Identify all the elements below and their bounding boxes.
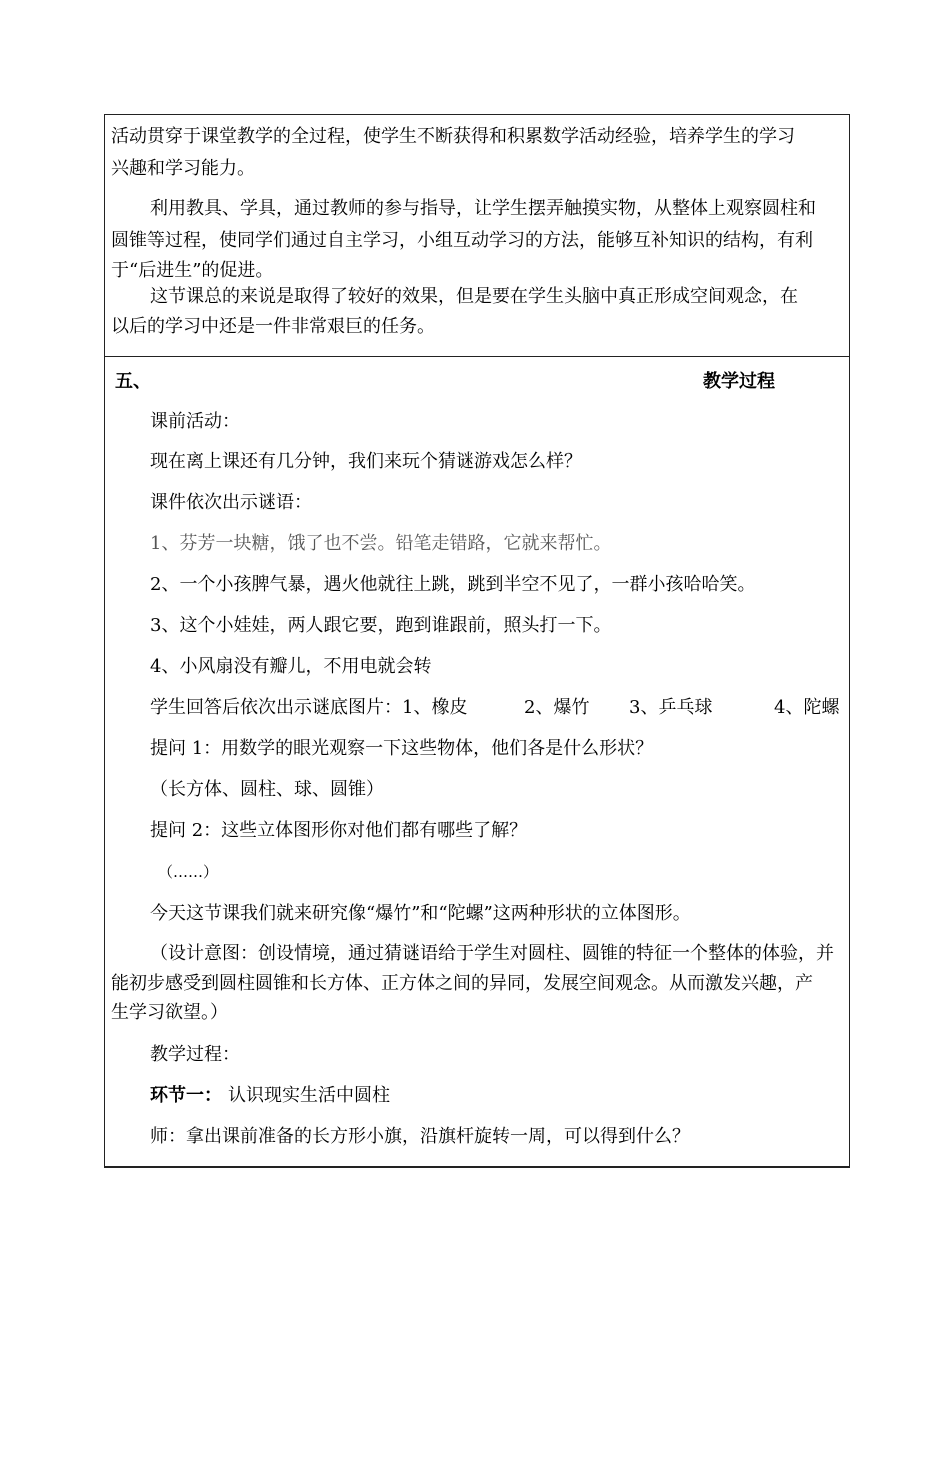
process-label: 教学过程： [150,1044,240,1065]
table-bottom-line [104,1166,850,1167]
riddle-3: 3、这个小娃娃，两人跟它要，跑到谁跟前，照头打一下。 [150,615,612,636]
reflection-line-2: 兴趣和学习能力。 [111,158,255,179]
link1-label: 环节一： [150,1085,222,1106]
riddle-4: 4、小风扇没有瓣儿，不用电就会转 [150,656,432,677]
answers-intro: 学生回答后依次出示谜底图片：1、橡皮 [150,697,468,718]
intro-line: 现在离上课还有几分钟，我们来玩个猜谜游戏怎么样？ [150,451,582,472]
section-title: 教学过程 [703,371,775,392]
reflection-line-7: 以后的学习中还是一件非常艰巨的任务。 [111,316,435,337]
answer-3: 3、乒乓球 [629,697,713,718]
teacher-line: 师：拿出课前准备的长方形小旗，沿旗杆旋转一周，可以得到什么？ [150,1126,690,1147]
riddle-2: 2、一个小孩脾气暴，遇火他就往上跳，跳到半空不见了，一群小孩哈哈笑。 [150,574,756,595]
question-2-answer: （……） [158,863,219,881]
section-number: 五、 [115,371,151,392]
reflection-line-4: 圆锥等过程，使同学们通过自主学习，小组互动学习的方法，能够互补知识的结构，有利 [111,230,813,251]
design-line-1: （设计意图：创设情境，通过猜谜语给于学生对圆柱、圆锥的特征一个整体的体验，并 [150,943,834,964]
question-2: 提问 2：这些立体图形你对他们都有哪些了解？ [150,820,528,841]
reflection-line-3: 利用教具、学具，通过教师的参与指导，让学生摆弄触摸实物，从整体上观察圆柱和 [150,198,816,219]
riddle-1: 1、芬芳一块糖，饿了也不尝。铅笔走错路，它就来帮忙。 [150,533,612,554]
question-1-answer: （长方体、圆柱、球、圆锥） [150,779,384,800]
reflection-line-6: 这节课总的来说是取得了较好的效果，但是要在学生头脑中真正形成空间观念，在 [150,286,798,307]
link1-text: 认识现实生活中圆柱 [228,1085,390,1106]
answer-4: 4、陀螺 [774,697,840,718]
today-line: 今天这节课我们就来研究像“爆竹”和“陀螺”这两种形状的立体图形。 [150,903,691,924]
answer-2: 2、爆竹 [524,697,590,718]
design-line-2: 能初步感受到圆柱圆锥和长方体、正方体之间的异同，发展空间观念。从而激发兴趣，产 [111,973,813,994]
design-line-3: 生学习欲望。） [111,1002,228,1023]
riddles-intro: 课件依次出示谜语： [150,492,312,513]
question-1: 提问 1：用数学的眼光观察一下这些物体，他们各是什么形状？ [150,738,654,759]
reflection-line-5: 于“后进生”的促进。 [111,260,274,281]
pre-class-label: 课前活动： [150,411,240,432]
reflection-line-1: 活动贯穿于课堂教学的全过程，使学生不断获得和积累数学活动经验，培养学生的学习 [111,126,795,147]
